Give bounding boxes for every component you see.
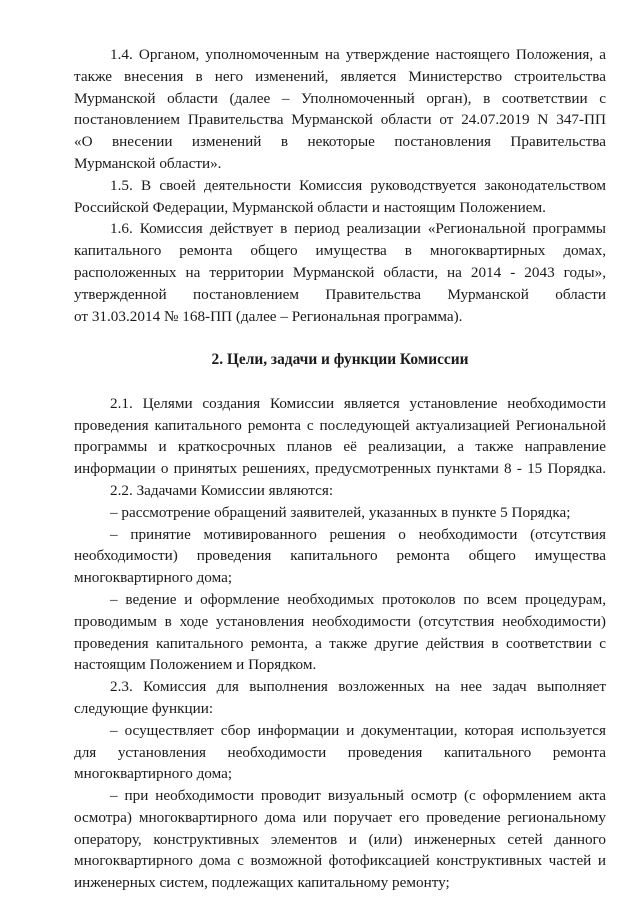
text-line: 1.6. Комиссия действует в период реализации «Региональной программы bbox=[110, 220, 606, 238]
text-line: постановлением Правительства Мурманской области от 24.07.2019 N 347-ПП bbox=[74, 111, 606, 129]
text-line: 2.3. Комиссия для выполнения возложенных на нее задач выполняет bbox=[110, 678, 606, 696]
section-1-continuation bbox=[74, 44, 606, 327]
paragraph-p1-4 bbox=[74, 44, 606, 175]
text-line: Российской Федерации, Мурманской области и настоящим Положением. bbox=[74, 198, 546, 216]
text-line: – принятие мотивированного решения о необходимости (отсутствия bbox=[110, 525, 606, 543]
section-2-body bbox=[74, 393, 606, 894]
text-line: информации о принятых решениях, предусмотренных пунктами 8 - 15 Порядка. bbox=[74, 460, 606, 478]
text-line: «О внесении изменений в некоторые постановления Правительства bbox=[74, 133, 606, 151]
text-line: настоящим Положением и Порядком. bbox=[74, 656, 317, 674]
text-line: от 31.03.2014 № 168-ПП (далее – Региональная программа). bbox=[74, 307, 463, 325]
paragraph-p1-6 bbox=[74, 218, 606, 327]
text-line: проводимым в ходе установления необходимости (отсутствия необходимости) bbox=[74, 612, 606, 630]
text-line: – ведение и оформление необходимых протоколов по всем процедурам, bbox=[110, 590, 606, 608]
text-line: 2.1. Целями создания Комиссии является установление необходимости bbox=[110, 394, 606, 412]
text-line: многоквартирного дома с возможной фотофиксацией конструктивных частей и bbox=[74, 852, 606, 870]
text-line: многоквартирного дома; bbox=[74, 765, 233, 783]
text-line: – осуществляет сбор информации и документации, которая используется bbox=[110, 721, 606, 739]
paragraph-p2-3 bbox=[74, 676, 606, 720]
text-line: проведения капитального ремонта с последующей актуализацией Региональной bbox=[74, 416, 606, 434]
paragraph-p2-2 bbox=[74, 480, 606, 502]
paragraph-p2-2-a bbox=[74, 502, 606, 524]
text-line: инженерных систем, подлежащих капитальному ремонту; bbox=[74, 874, 450, 892]
text-line: также внесения в него изменений, является Министерство строительства bbox=[74, 67, 606, 85]
text-line: Мурманской области». bbox=[74, 154, 222, 172]
paragraph-p2-1 bbox=[74, 393, 606, 480]
text-line: осмотра) многоквартирного дома или поручает его проведение региональному bbox=[74, 808, 606, 826]
paragraph-p2-2-c bbox=[74, 589, 606, 676]
text-line: 1.4. Органом, уполномоченным на утверждение настоящего Положения, а bbox=[110, 46, 606, 63]
section-2-heading: 2. Цели, задачи и функции Комиссии bbox=[211, 351, 469, 369]
text-line: расположенных на территории Мурманской области, на 2014 - 2043 годы», bbox=[74, 263, 606, 281]
text-line: проведения капитального ремонта, а также другие действия в соответствии с bbox=[74, 634, 606, 652]
paragraph-p2-3-b bbox=[74, 785, 606, 894]
document-body bbox=[74, 44, 606, 894]
text-line: 2.2. Задачами Комиссии являются: bbox=[110, 481, 334, 499]
text-line: 1.5. В своей деятельности Комиссия руководствуется законодательством bbox=[110, 176, 606, 194]
paragraph-p2-2-b bbox=[74, 524, 606, 589]
spacer bbox=[74, 371, 606, 393]
text-line: для установления необходимости проведения капитального ремонта bbox=[74, 743, 606, 761]
spacer bbox=[74, 327, 606, 349]
text-line: многоквартирного дома; bbox=[74, 569, 233, 587]
text-line: программы и краткосрочных планов её реализации, а также направление bbox=[74, 438, 606, 456]
text-line: Мурманской области (далее – Уполномоченный орган), в соответствии с bbox=[74, 89, 606, 107]
text-line: следующие функции: bbox=[74, 699, 214, 717]
text-line: – при необходимости проводит визуальный осмотр (с оформлением акта bbox=[110, 787, 606, 805]
text-line: – рассмотрение обращений заявителей, указанных в пункте 5 Порядка; bbox=[110, 503, 571, 521]
paragraph-p1-5 bbox=[74, 175, 606, 219]
text-line: оператору, конструктивных элементов и (или) инженерных сетей данного bbox=[74, 830, 606, 848]
text-line: утвержденной постановлением Правительства Мурманской области bbox=[74, 285, 606, 303]
text-line: необходимости) проведения капитального ремонта общего имущества bbox=[74, 547, 606, 565]
text-line: капитального ремонта общего имущества в многоквартирных домах, bbox=[74, 242, 606, 260]
paragraph-p2-3-a bbox=[74, 720, 606, 785]
